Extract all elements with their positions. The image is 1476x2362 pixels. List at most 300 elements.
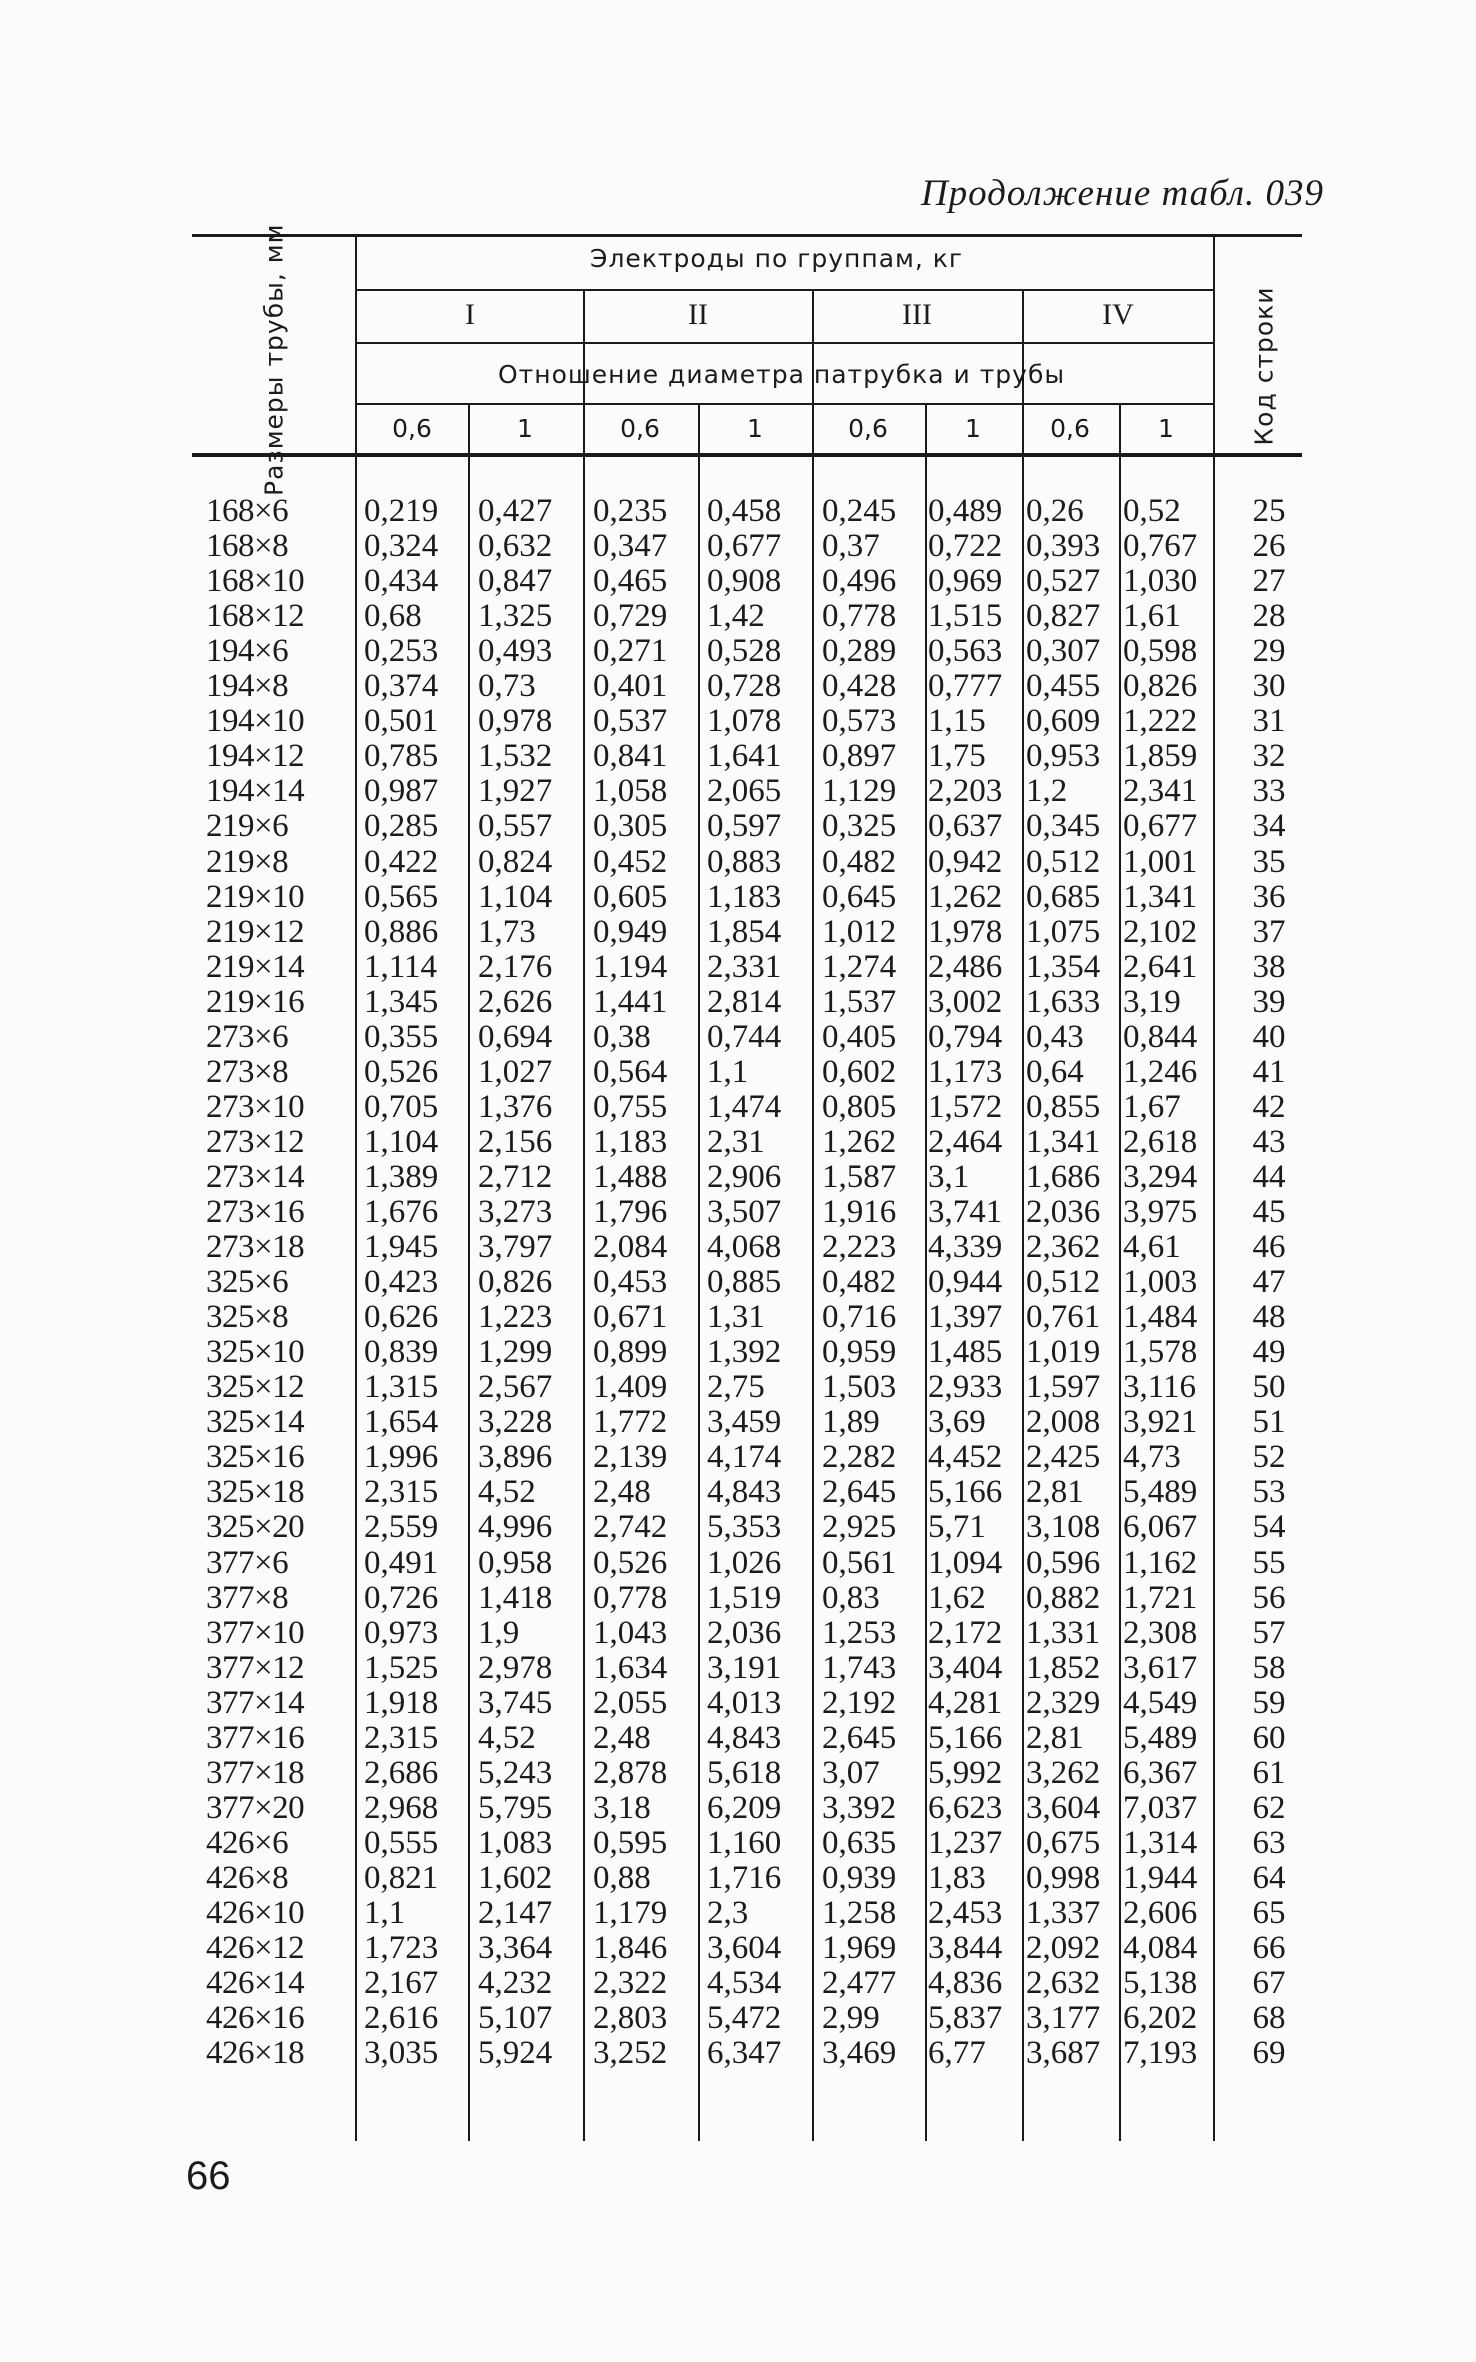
row-code-cell: 59 (1252, 1684, 1286, 1721)
electrode-mass-cell: 1,515 (928, 598, 1003, 635)
electrode-mass-cell: 1,299 (478, 1334, 553, 1371)
electrode-mass-cell: 3,392 (822, 1789, 897, 1826)
electrode-mass-cell: 0,729 (593, 598, 668, 635)
electrode-mass-cell: 1,918 (364, 1684, 439, 1721)
electrode-mass-cell: 2,036 (1026, 1194, 1101, 1230)
electrode-mass-cell: 0,526 (364, 1053, 439, 1090)
pipe-size-cell: 219×6 (206, 808, 289, 845)
electrode-mass-cell: 1,772 (593, 1404, 668, 1441)
electrode-mass-cell: 2,192 (822, 1684, 897, 1721)
row-code-cell: 25 (1252, 493, 1286, 529)
electrode-mass-cell: 1,173 (928, 1053, 1003, 1090)
electrode-mass-cell: 0,285 (364, 808, 439, 845)
pipe-size-cell: 168×8 (206, 528, 289, 565)
electrode-mass-cell: 0,897 (822, 738, 897, 775)
electrode-mass-cell: 1,572 (928, 1088, 1003, 1125)
row-code-cell: 63 (1252, 1824, 1286, 1861)
electrode-mass-cell: 2,814 (707, 983, 782, 1020)
ratio-label: 1 (747, 414, 763, 443)
electrode-mass-cell: 0,637 (928, 808, 1003, 845)
electrode-mass-cell: 1,743 (822, 1649, 897, 1686)
pipe-size-cell: 194×8 (206, 668, 289, 705)
table-row (0, 985, 1476, 1020)
pipe-size-cell: 325×8 (206, 1299, 289, 1336)
pipe-size-cell: 219×8 (206, 843, 289, 880)
electrode-mass-cell: 2,645 (822, 1474, 897, 1511)
electrode-mass-cell: 0,778 (593, 1579, 668, 1616)
electrode-mass-cell: 6,202 (1123, 2000, 1198, 2037)
pipe-size-cell: 377×6 (206, 1544, 289, 1581)
electrode-mass-cell: 2,308 (1123, 1614, 1198, 1651)
pipe-size-cell: 219×12 (206, 913, 305, 950)
electrode-mass-cell: 1,262 (822, 1123, 897, 1160)
electrode-mass-cell: 5,107 (478, 2000, 553, 2037)
electrode-mass-cell: 0,355 (364, 1018, 439, 1055)
electrode-mass-cell: 1,978 (928, 913, 1003, 950)
electrode-mass-cell: 2,156 (478, 1123, 553, 1160)
electrode-mass-cell: 0,235 (593, 493, 668, 529)
electrode-mass-cell: 0,393 (1026, 528, 1101, 565)
electrode-mass-cell: 3,741 (928, 1194, 1003, 1230)
electrode-mass-cell: 0,37 (822, 528, 880, 565)
electrode-mass-cell: 2,3 (707, 1895, 749, 1931)
electrode-mass-cell: 1,104 (364, 1123, 439, 1160)
table-row (0, 1826, 1476, 1861)
electrode-mass-cell: 4,73 (1123, 1439, 1181, 1476)
electrode-mass-cell: 1,62 (928, 1579, 986, 1616)
pipe-size-cell: 325×16 (206, 1439, 305, 1476)
row-code-cell: 49 (1252, 1334, 1286, 1371)
electrode-mass-cell: 0,827 (1026, 598, 1101, 635)
electrode-mass-cell: 2,453 (928, 1895, 1003, 1931)
row-code-cell: 54 (1252, 1509, 1286, 1546)
electrode-mass-cell: 1,389 (364, 1158, 439, 1195)
electrode-mass-cell: 1,846 (593, 1930, 668, 1967)
table-row (0, 564, 1476, 599)
electrode-mass-cell: 0,595 (593, 1824, 668, 1861)
row-code-cell: 62 (1252, 1789, 1286, 1826)
electrode-mass-cell: 2,641 (1123, 948, 1198, 985)
pipe-size-cell: 273×8 (206, 1053, 289, 1090)
electrode-mass-cell: 0,726 (364, 1579, 439, 1616)
electrode-mass-cell: 1,916 (822, 1194, 897, 1230)
electrode-mass-cell: 1,723 (364, 1930, 439, 1967)
electrode-mass-cell: 2,223 (822, 1229, 897, 1266)
electrode-mass-cell: 3,364 (478, 1930, 553, 1967)
electrode-mass-cell: 3,844 (928, 1930, 1003, 1967)
electrode-mass-cell: 0,496 (822, 563, 897, 600)
table-row (0, 739, 1476, 774)
pipe-size-cell: 168×12 (206, 598, 305, 635)
electrode-mass-cell: 1,597 (1026, 1369, 1101, 1406)
electrode-mass-cell: 0,557 (478, 808, 553, 845)
electrode-mass-cell: 1,721 (1123, 1579, 1198, 1616)
electrode-mass-cell: 0,671 (593, 1299, 668, 1336)
table-row (0, 1651, 1476, 1686)
electrode-mass-cell: 1,42 (707, 598, 765, 635)
electrode-mass-cell: 2,48 (593, 1474, 651, 1511)
electrode-mass-cell: 0,453 (593, 1264, 668, 1301)
electrode-mass-cell: 0,705 (364, 1088, 439, 1125)
electrode-mass-cell: 1,969 (822, 1930, 897, 1967)
electrode-mass-cell: 0,777 (928, 668, 1003, 705)
ratio-label: 1 (965, 414, 981, 443)
electrode-mass-cell: 2,645 (822, 1719, 897, 1756)
electrode-mass-cell: 2,618 (1123, 1123, 1198, 1160)
table-row (0, 1756, 1476, 1791)
electrode-mass-cell: 1,019 (1026, 1334, 1101, 1371)
electrode-mass-cell: 5,489 (1123, 1719, 1198, 1756)
ratio-header: Отношение диаметра патрубка и трубы (498, 360, 1066, 389)
pipe-size-cell: 426×14 (206, 1965, 305, 2002)
electrode-mass-cell: 2,742 (593, 1509, 668, 1546)
electrode-mass-cell: 0,405 (822, 1018, 897, 1055)
electrode-mass-cell: 0,73 (478, 668, 536, 705)
electrode-mass-cell: 2,176 (478, 948, 553, 985)
ratios-top-rule (356, 403, 1214, 405)
electrode-mass-cell: 3,262 (1026, 1754, 1101, 1791)
electrode-mass-cell: 0,489 (928, 493, 1003, 529)
electrode-mass-cell: 0,635 (822, 1824, 897, 1861)
row-code-cell: 48 (1252, 1299, 1286, 1336)
electrode-mass-cell: 0,597 (707, 808, 782, 845)
row-code-cell: 64 (1252, 1859, 1286, 1896)
electrode-mass-cell: 0,626 (364, 1299, 439, 1336)
row-code-cell: 45 (1252, 1194, 1286, 1230)
electrode-mass-cell: 1,996 (364, 1439, 439, 1476)
row-code-cell: 52 (1252, 1439, 1286, 1476)
electrode-mass-cell: 3,1 (928, 1158, 970, 1195)
electrode-mass-cell: 0,458 (707, 493, 782, 529)
electrode-mass-cell: 1,222 (1123, 703, 1198, 740)
electrode-mass-cell: 0,953 (1026, 738, 1101, 775)
electrode-mass-cell: 1,030 (1123, 563, 1198, 600)
row-code-cell: 35 (1252, 843, 1286, 880)
electrode-mass-cell: 4,013 (707, 1684, 782, 1721)
table-row (0, 2001, 1476, 2036)
electrode-mass-cell: 0,716 (822, 1299, 897, 1336)
electrode-mass-cell: 2,933 (928, 1369, 1003, 1406)
electrode-mass-cell: 3,273 (478, 1194, 553, 1230)
electrode-mass-cell: 0,939 (822, 1859, 897, 1896)
electrode-mass-cell: 1,633 (1026, 983, 1101, 1020)
electrode-mass-cell: 0,944 (928, 1264, 1003, 1301)
row-code-cell: 39 (1252, 983, 1286, 1020)
electrode-mass-cell: 1,183 (707, 878, 782, 915)
electrode-mass-cell: 5,795 (478, 1789, 553, 1826)
electrode-mass-cell: 7,193 (1123, 2035, 1198, 2072)
electrode-mass-cell: 0,605 (593, 878, 668, 915)
electrode-mass-cell: 0,43 (1026, 1018, 1084, 1055)
pipe-size-cell: 426×12 (206, 1930, 305, 1967)
electrode-mass-cell: 1,525 (364, 1649, 439, 1686)
electrode-mass-cell: 0,526 (593, 1544, 668, 1581)
electrode-mass-cell: 1,1 (707, 1053, 749, 1090)
electrode-mass-cell: 2,81 (1026, 1474, 1084, 1511)
electrode-mass-cell: 3,002 (928, 983, 1003, 1020)
electrode-mass-cell: 1,89 (822, 1404, 880, 1441)
row-code-cell: 44 (1252, 1158, 1286, 1195)
table-row (0, 1300, 1476, 1335)
pipe-size-cell: 194×12 (206, 738, 305, 775)
electrode-mass-cell: 4,52 (478, 1474, 536, 1511)
electrode-mass-cell: 1,945 (364, 1229, 439, 1266)
electrode-mass-cell: 0,564 (593, 1053, 668, 1090)
electrode-mass-cell: 0,565 (364, 878, 439, 915)
electrode-mass-cell: 0,83 (822, 1579, 880, 1616)
electrode-mass-cell: 0,345 (1026, 808, 1101, 845)
electrode-mass-cell: 1,325 (478, 598, 553, 635)
electrode-mass-cell: 0,289 (822, 633, 897, 670)
electrode-mass-cell: 0,785 (364, 738, 439, 775)
electrode-mass-cell: 0,555 (364, 1824, 439, 1861)
electrode-mass-cell: 1,441 (593, 983, 668, 1020)
electrode-mass-cell: 0,253 (364, 633, 439, 670)
pipe-size-cell: 325×14 (206, 1404, 305, 1441)
electrode-mass-cell: 2,464 (928, 1123, 1003, 1160)
electrode-mass-cell: 3,294 (1123, 1158, 1198, 1195)
table-row (0, 1546, 1476, 1581)
row-code-cell: 57 (1252, 1614, 1286, 1651)
row-code-cell: 68 (1252, 2000, 1286, 2037)
electrode-mass-cell: 4,174 (707, 1439, 782, 1476)
electrode-mass-cell: 0,423 (364, 1264, 439, 1301)
row-code-cell: 53 (1252, 1474, 1286, 1511)
electrode-mass-cell: 0,882 (1026, 1579, 1101, 1616)
electrode-mass-cell: 0,501 (364, 703, 439, 740)
electrode-mass-cell: 1,587 (822, 1158, 897, 1195)
electrode-mass-cell: 0,219 (364, 493, 439, 529)
electrode-mass-cell: 0,465 (593, 563, 668, 600)
electrode-mass-cell: 1,001 (1123, 843, 1198, 880)
electrode-mass-cell: 2,803 (593, 2000, 668, 2037)
electrode-mass-cell: 5,924 (478, 2035, 553, 2072)
electrode-mass-cell: 0,422 (364, 843, 439, 880)
electrode-mass-cell: 4,52 (478, 1719, 536, 1756)
electrode-mass-cell: 3,604 (707, 1930, 782, 1967)
electrode-mass-cell: 1,634 (593, 1649, 668, 1686)
pipe-size-cell: 194×6 (206, 633, 289, 670)
electrode-mass-cell: 0,794 (928, 1018, 1003, 1055)
pipe-size-cell: 273×18 (206, 1229, 305, 1266)
electrode-mass-cell: 3,617 (1123, 1649, 1198, 1686)
electrode-mass-cell: 2,559 (364, 1509, 439, 1546)
table-row (0, 1510, 1476, 1545)
electrode-mass-cell: 0,694 (478, 1018, 553, 1055)
electrode-mass-cell: 1,246 (1123, 1053, 1198, 1090)
electrode-mass-cell: 1,012 (822, 913, 897, 950)
electrode-mass-cell: 3,687 (1026, 2035, 1101, 2072)
pipe-size-cell: 168×10 (206, 563, 305, 600)
electrode-mass-cell: 0,821 (364, 1859, 439, 1896)
electrode-mass-cell: 1,602 (478, 1859, 553, 1896)
electrode-mass-cell: 0,491 (364, 1544, 439, 1581)
electrode-mass-cell: 0,325 (822, 808, 897, 845)
pipe-size-cell: 194×10 (206, 703, 305, 740)
electrode-mass-cell: 2,084 (593, 1229, 668, 1266)
electrode-mass-cell: 4,549 (1123, 1684, 1198, 1721)
electrode-mass-cell: 0,307 (1026, 633, 1101, 670)
electrode-mass-cell: 1,345 (364, 983, 439, 1020)
electrode-mass-cell: 2,203 (928, 773, 1003, 810)
row-code-cell: 47 (1252, 1264, 1286, 1301)
row-code-cell: 65 (1252, 1895, 1286, 1931)
table-row (0, 1686, 1476, 1721)
electrode-mass-cell: 2,626 (478, 983, 553, 1020)
row-code-cell: 29 (1252, 633, 1286, 670)
electrode-mass-cell: 0,645 (822, 878, 897, 915)
electrode-mass-cell: 2,606 (1123, 1895, 1198, 1931)
electrode-mass-cell: 0,68 (364, 598, 422, 635)
electrode-mass-cell: 0,847 (478, 563, 553, 600)
electrode-mass-cell: 1,73 (478, 913, 536, 950)
electrode-mass-cell: 1,114 (364, 948, 438, 985)
electrode-mass-cell: 5,489 (1123, 1474, 1198, 1511)
electrode-mass-cell: 1,392 (707, 1334, 782, 1371)
pipe-size-cell: 219×14 (206, 948, 305, 985)
electrode-mass-cell: 0,998 (1026, 1859, 1101, 1896)
row-code-cell: 28 (1252, 598, 1286, 635)
electrode-mass-cell: 0,778 (822, 598, 897, 635)
electrode-mass-cell: 1,31 (707, 1299, 765, 1336)
electrode-mass-cell: 1,274 (822, 948, 897, 985)
electrode-mass-cell: 0,632 (478, 528, 553, 565)
electrode-mass-cell: 1,537 (822, 983, 897, 1020)
electrode-mass-cell: 1,078 (707, 703, 782, 740)
table-row (0, 774, 1476, 809)
electrode-mass-cell: 2,48 (593, 1719, 651, 1756)
electrode-mass-cell: 1,253 (822, 1614, 897, 1651)
electrode-mass-cell: 0,305 (593, 808, 668, 845)
electrode-mass-cell: 0,885 (707, 1264, 782, 1301)
table-row (0, 1896, 1476, 1931)
row-code-cell: 42 (1252, 1088, 1286, 1125)
electrode-mass-cell: 3,896 (478, 1439, 553, 1476)
ratio-label: 1 (1158, 414, 1174, 443)
electrode-mass-cell: 2,968 (364, 1789, 439, 1826)
group-label-iii: III (902, 298, 932, 331)
table-row (0, 1861, 1476, 1896)
pipe-size-cell: 377×14 (206, 1684, 305, 1721)
electrode-mass-cell: 4,534 (707, 1965, 782, 2002)
electrode-mass-cell: 0,826 (478, 1264, 553, 1301)
electrode-mass-cell: 0,722 (928, 528, 1003, 565)
electrode-mass-cell: 6,77 (928, 2035, 986, 2072)
electrode-mass-cell: 0,969 (928, 563, 1003, 600)
pipe-size-cell: 219×16 (206, 983, 305, 1020)
electrode-mass-cell: 0,677 (1123, 808, 1198, 845)
electrode-mass-cell: 0,493 (478, 633, 553, 670)
table-row (0, 529, 1476, 564)
electrode-mass-cell: 1,2 (1026, 773, 1068, 810)
electrode-mass-cell: 1,027 (478, 1053, 553, 1090)
table-row (0, 1335, 1476, 1370)
row-code-cell: 61 (1252, 1754, 1286, 1791)
electrode-mass-cell: 5,353 (707, 1509, 782, 1546)
electrode-mass-cell: 2,925 (822, 1509, 897, 1546)
electrode-mass-cell: 3,07 (822, 1754, 880, 1791)
row-code-cell: 32 (1252, 738, 1286, 775)
electrode-mass-cell: 5,166 (928, 1474, 1003, 1511)
electrode-mass-cell: 1,341 (1123, 878, 1198, 915)
electrode-mass-cell: 4,452 (928, 1439, 1003, 1476)
electrode-mass-cell: 5,618 (707, 1754, 782, 1791)
row-code-cell: 51 (1252, 1404, 1286, 1441)
electrode-mass-cell: 3,252 (593, 2035, 668, 2072)
electrode-mass-cell: 1,488 (593, 1158, 668, 1195)
electrode-mass-cell: 0,38 (593, 1018, 651, 1055)
electrode-mass-cell: 3,108 (1026, 1509, 1101, 1546)
table-row (0, 704, 1476, 739)
electrode-mass-cell: 5,992 (928, 1754, 1003, 1791)
electrode-mass-cell: 6,623 (928, 1789, 1003, 1826)
electrode-mass-cell: 1,337 (1026, 1895, 1101, 1931)
electrode-mass-cell: 0,374 (364, 668, 439, 705)
electrode-mass-cell: 1,503 (822, 1369, 897, 1406)
electrode-mass-cell: 0,685 (1026, 878, 1101, 915)
electrode-mass-cell: 2,906 (707, 1158, 782, 1195)
electrode-mass-cell: 4,836 (928, 1965, 1003, 2002)
electrode-mass-cell: 2,147 (478, 1895, 553, 1931)
electrode-mass-cell: 0,455 (1026, 668, 1101, 705)
row-code-cell: 31 (1252, 703, 1286, 740)
electrode-mass-cell: 3,921 (1123, 1404, 1198, 1441)
electrode-mass-cell: 2,322 (593, 1965, 668, 2002)
table-row (0, 845, 1476, 880)
electrode-mass-cell: 0,728 (707, 668, 782, 705)
electrode-mass-cell: 1,654 (364, 1404, 439, 1441)
electrode-mass-cell: 1,796 (593, 1194, 668, 1230)
pipe-size-cell: 273×16 (206, 1194, 305, 1230)
table-row (0, 1405, 1476, 1440)
electrode-mass-cell: 0,886 (364, 913, 439, 950)
electrode-mass-cell: 5,243 (478, 1754, 553, 1791)
electrode-mass-cell: 1,716 (707, 1859, 782, 1896)
electrode-mass-cell: 7,037 (1123, 1789, 1198, 1826)
table-row (0, 634, 1476, 669)
row-code-cell: 43 (1252, 1123, 1286, 1160)
pipe-size-cell: 426×6 (206, 1824, 289, 1861)
electrode-mass-cell: 1,003 (1123, 1264, 1198, 1301)
groups-top-rule (356, 289, 1214, 291)
electrode-mass-cell: 2,008 (1026, 1404, 1101, 1441)
table-row (0, 1230, 1476, 1265)
electrode-mass-cell: 1,854 (707, 913, 782, 950)
electrode-mass-cell: 0,844 (1123, 1018, 1198, 1055)
electrode-mass-cell: 4,281 (928, 1684, 1003, 1721)
electrode-mass-cell: 0,427 (478, 493, 553, 529)
row-code-cell: 55 (1252, 1544, 1286, 1581)
electrode-mass-cell: 1,484 (1123, 1299, 1198, 1336)
pipe-size-cell: 194×14 (206, 773, 305, 810)
electrode-mass-cell: 1,641 (707, 738, 782, 775)
electrode-mass-cell: 0,528 (707, 633, 782, 670)
electrode-mass-cell: 0,482 (822, 1264, 897, 1301)
electrode-mass-cell: 1,026 (707, 1544, 782, 1581)
electrode-mass-cell: 3,116 (1123, 1369, 1197, 1406)
electrode-mass-cell: 1,578 (1123, 1334, 1198, 1371)
table-row (0, 599, 1476, 634)
row-code-cell: 30 (1252, 668, 1286, 705)
electrode-mass-cell: 1,485 (928, 1334, 1003, 1371)
electrode-mass-cell: 1,75 (928, 738, 986, 775)
electrode-mass-cell: 0,805 (822, 1088, 897, 1125)
electrode-mass-cell: 0,755 (593, 1088, 668, 1125)
table-row (0, 1055, 1476, 1090)
electrode-mass-cell: 0,512 (1026, 1264, 1101, 1301)
electrode-mass-cell: 5,837 (928, 2000, 1003, 2037)
electrode-mass-cell: 2,167 (364, 1965, 439, 2002)
